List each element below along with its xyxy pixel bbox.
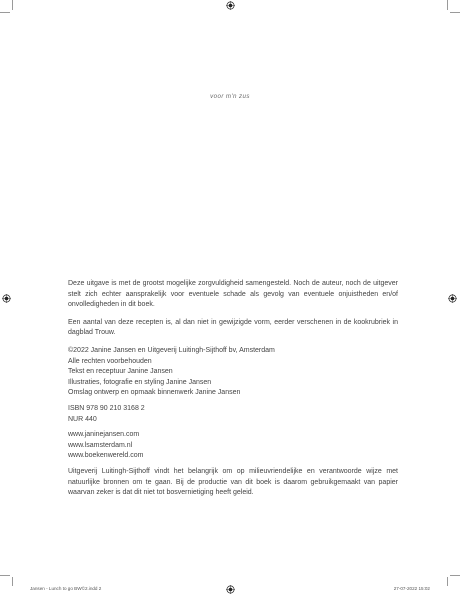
crop-mark-bottom-right-v: [447, 577, 448, 586]
crop-mark-top-left-v: [12, 0, 13, 10]
credit-line: ©2022 Janine Jansen en Uitgeverij Luitingh-Sijthoff bv, Amsterdam: [68, 346, 275, 354]
credit-line: Illustraties, fotografie en styling Janine Jansen: [68, 378, 212, 386]
website-link: www.janinejansen.com: [68, 431, 140, 439]
website-link: www.boekenwereld.com: [68, 452, 144, 460]
crop-mark-bottom-left-h: [0, 575, 10, 576]
credit-line: Tekst en receptuur Janine Jansen: [68, 368, 173, 376]
dedication: voor m'n zus: [210, 93, 250, 100]
crop-mark-bottom-right-h: [450, 575, 460, 576]
disclaimer-text: Deze uitgave is met de grootst mogelijke zorgvuldigheid samengesteld. Noch de auteur, noch de uitgever stelt zich echter aansprakelijk voor eventuele schade als gevolg van eventuele onjuistheden en/of onvolledigheden in dit boek.: [68, 280, 398, 309]
registration-mark-top: [226, 1, 235, 10]
registration-mark-right: [448, 294, 457, 303]
credit-line: Omslag ontwerp en opmaak binnenwerk Janine Jansen: [68, 389, 241, 397]
isbn: ISBN 978 90 210 3168 2: [68, 404, 145, 412]
crop-mark-top-right-h: [450, 12, 460, 13]
credit-line: Alle rechten voorbehouden: [68, 357, 152, 365]
nur-code: NUR 440: [68, 415, 97, 423]
prepublished-text: Een aantal van deze recepten is, al dan niet in gewijzigde vorm, eerder verschenen in de kookrubriek in dagblad Trouw.: [68, 318, 398, 337]
registration-mark-bottom: [226, 585, 235, 594]
website-link: www.lsamsterdam.nl: [68, 441, 133, 449]
slug-date-time: 27-07-2022 15:02: [393, 586, 430, 591]
registration-mark-left: [2, 294, 11, 303]
crop-mark-bottom-left-v: [12, 577, 13, 586]
colophon: [68, 279, 398, 499]
crop-mark-top-left-h: [0, 12, 10, 13]
slug-file-name: Jansen - Lunch to go BW©2.indd 2: [30, 586, 102, 591]
crop-mark-top-right-v: [447, 0, 448, 10]
environment-text: Uitgeverij Luitingh-Sijthoff vindt het belangrijk om op milieuvriendelijke en verantwoorde wijze met natuurlijke bronnen om te gaan. Bij de productie van dit boek is daarom gebruikgemaakt van papier waarvan zeker is dat dit niet tot bosvernietiging heeft geleid.: [68, 467, 398, 497]
